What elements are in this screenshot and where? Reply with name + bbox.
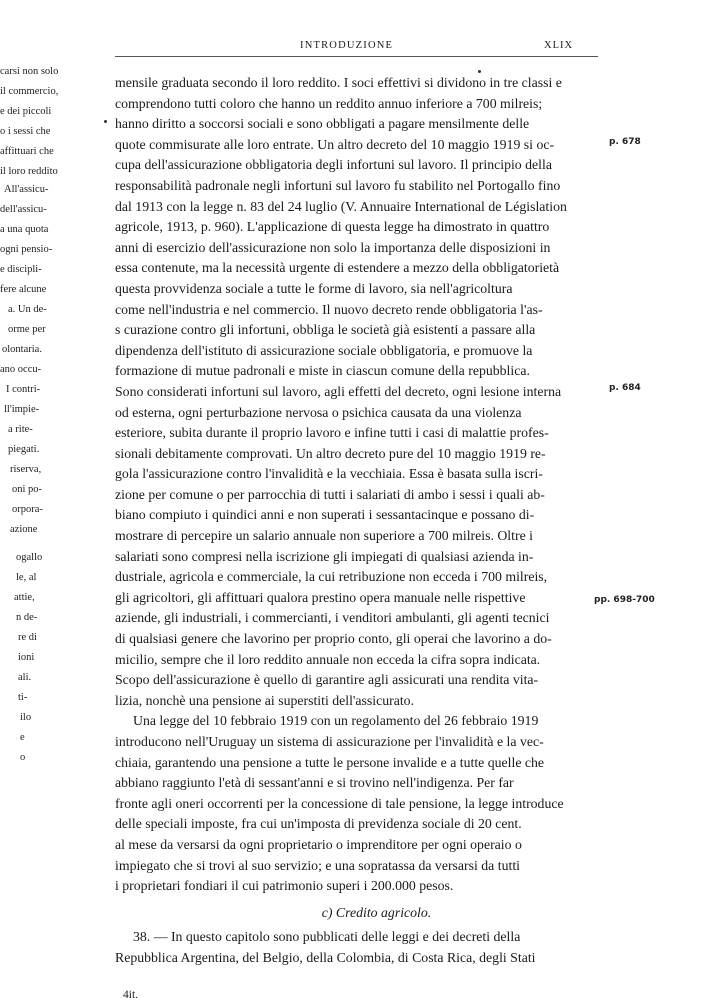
text-line: gola l'assicurazione contro l'invalidità e la vecchiaia. Essa è basata sulla iscri-: [115, 466, 543, 482]
text-line: essa contenute, ma la necessità urgente di estendere a mezzo della obbligatorietà: [115, 260, 560, 276]
body-text: [115, 73, 598, 1005]
text-line: come nell'industria e nel commercio. Il nuovo decreto rende obbligatoria l'as-: [115, 301, 543, 317]
margin-fragment: e discipli-: [0, 264, 42, 275]
margin-fragment: il loro reddito: [0, 166, 58, 177]
margin-reference: p. 684: [609, 383, 641, 393]
text-line: dipendenza dell'istituto di assicurazione sociale obbligatoria, e promuove la: [115, 342, 533, 358]
text-line: responsabilità padronale negli infortuni sul lavoro fu stabilito nel Portogallo fino: [115, 177, 561, 193]
text-line: mensile graduata secondo il loro reddito. I soci effettivi si dividono in tre classi e: [115, 75, 562, 90]
margin-fragment: orme per: [8, 324, 46, 335]
text-line: abbiano raggiunto l'età di sessant'anni e si trovino nell'indigenza. Per far: [115, 775, 514, 791]
text-line: biano compiuto i quindici anni e non superati i sessantacinque e possano di-: [115, 507, 535, 523]
text-line: micilio, sempre che il loro reddito annuale non ecceda la cifra sopra indicata.: [115, 651, 541, 667]
margin-fragment: a rite-: [8, 424, 33, 435]
text-line: di qualsiasi genere che lavorino per proprio conto, gli operai che lavorino a do-: [115, 631, 552, 647]
text-line: comprendono tutti coloro che hanno un reddito annuo inferiore a 700 milreis;: [115, 95, 543, 111]
text-line: zione per comune o per parrocchia di tutti i salariati di ambo i sessi i quali ab-: [115, 486, 545, 502]
margin-fragment: o: [20, 752, 26, 763]
text-line: impiegato che si trovi al suo servizio; e una sopratassa da versarsi da tutti: [115, 857, 520, 873]
text-line: Una legge del 10 febbraio 1919 con un regolamento del 26 febbraio 1919: [133, 713, 539, 729]
text-line: introducono nell'Uruguay un sistema di assicurazione per l'invalidità e la vec-: [115, 734, 544, 749]
margin-reference: pp. 698-700: [594, 595, 655, 605]
margin-fragment: ogni pensio-: [0, 244, 53, 255]
margin-fragment: azione: [10, 524, 38, 535]
margin-fragment: I contri-: [6, 384, 41, 395]
header-rule: [115, 56, 598, 57]
margin-fragment: riserva,: [10, 464, 42, 475]
signature-mark: 4it.: [123, 988, 139, 1001]
text-line: gli agricoltori, gli affittuari qualora prestino opera manuale nelle rispettive: [115, 589, 526, 605]
margin-fragment: e: [20, 732, 25, 743]
text-line: al mese da versarsi da ogni proprietario o imprenditore per ogni operaio o: [115, 836, 522, 852]
margin-fragment: n de-: [16, 612, 38, 623]
margin-fragment: ioni: [18, 652, 35, 663]
margin-fragment: e dei piccoli: [0, 106, 52, 117]
margin-fragment: a una quota: [0, 224, 49, 235]
text-line: formazione di mutue padronali e miste in ciascun comune della repubblica.: [115, 363, 530, 379]
margin-fragment: re di: [18, 632, 37, 643]
margin-fragment: il commercio,: [0, 86, 59, 97]
text-line: agricole, 1913, p. 960). L'applicazione di questa legge ha dimostrato in quattro: [115, 219, 550, 235]
margin-fragment: le, al: [16, 572, 37, 583]
margin-fragment: fere alcune: [0, 284, 47, 295]
margin-fragment: piegati.: [8, 444, 40, 455]
text-line: delle speciali imposte, fra cui un'imposta di previdenza sociale di 20 cent.: [115, 816, 522, 832]
running-title: INTRODUZIONE: [300, 40, 394, 51]
text-line: Repubblica Argentina, del Belgio, della Colombia, di Costa Rica, degli Stati: [115, 949, 536, 965]
margin-fragment: ilo: [20, 712, 32, 723]
margin-fragment: o i sessi che: [0, 126, 51, 137]
text-line: i proprietari fondiari il cui patrimonio superi i 200.000 pesos.: [115, 878, 454, 894]
text-line: chiaia, garantendo una pensione a tutte le persone invalide e a tutte quelle che: [115, 754, 545, 770]
text-line: sionali debitamente comprovati. Un altro decreto pure del 10 maggio 1919 re-: [115, 445, 546, 461]
margin-fragment: ano occu-: [0, 364, 42, 375]
text-line: s curazione contro gli infortuni, obbliga le società già esistenti a passare alla: [115, 322, 536, 338]
margin-fragment: orpora-: [12, 504, 43, 515]
text-line: anni di esercizio dell'assicurazione non solo la importanza delle disposizioni in: [115, 239, 551, 255]
text-line: hanno diritto a soccorsi sociali e sono obbligati a pagare mensilmente delle: [115, 116, 530, 132]
text-line: quote commisurate alle loro entrate. Un altro decreto del 10 maggio 1919 si oc-: [115, 136, 555, 152]
margin-reference: p. 678: [609, 137, 641, 147]
margin-fragment: oni po-: [12, 484, 43, 495]
margin-fragment: dell'assicu-: [0, 204, 47, 215]
ink-speck: [104, 120, 107, 123]
text-line: esteriore, subita durante il proprio lavoro e infine tutti i casi di malattie profes-: [115, 425, 549, 441]
margin-fragment: ll'impie-: [4, 404, 40, 415]
text-line: dustriale, agricola e commerciale, la cui retribuzione non ecceda i 700 milreis,: [115, 569, 548, 585]
text-line: od esterna, ogni perturbazione nervosa o psichica causata da una violenza: [115, 404, 522, 420]
text-line: mostrare di percepire un salario annuale non superiore a 700 milreis. Oltre i: [115, 528, 533, 544]
margin-fragment: a. Un de-: [8, 304, 47, 315]
page-number: XLIX: [544, 40, 574, 51]
margin-fragment: ti-: [18, 692, 28, 703]
margin-fragment: attie,: [14, 592, 35, 603]
text-line: fronte agli oneri occorrenti per la concessione di tale pensione, la legge introduce: [115, 795, 564, 811]
margin-fragment: olontaria.: [2, 344, 42, 355]
text-line: Scopo dell'assicurazione è quello di garantire agli assicurati una rendita vita-: [115, 672, 539, 688]
text-line: 38. — In questo capitolo sono pubblicati delle leggi e dei decreti della: [133, 929, 521, 945]
text-line: dal 1913 con la legge n. 83 del 24 luglio (V. Annuaire International de Législation: [115, 198, 567, 214]
text-line: cupa dell'assicurazione obbligatoria degli infortuni sul lavoro. Il principio della: [115, 157, 552, 173]
margin-fragment: affittuari che: [0, 146, 54, 157]
text-line: salariati sono compresi nella iscrizione gli impiegati di qualsiasi azienda in-: [115, 548, 534, 564]
text-line: Sono considerati infortuni sul lavoro, agli effetti del decreto, ogni lesione interna: [115, 383, 562, 399]
text-line: questa provvidenza sociale a tutte le forme di lavoro, sia nell'agricoltura: [115, 280, 513, 296]
margin-fragment: ali.: [18, 672, 32, 683]
text-line: aziende, gli industriali, i commercianti, i venditori ambulanti, gli agenti tecnici: [115, 610, 550, 626]
text-line: lizia, nonchè una pensione ai superstiti dell'assicurato.: [115, 692, 415, 708]
section-heading: c) Credito agricolo.: [321, 904, 432, 920]
margin-fragment: All'assicu-: [4, 184, 49, 195]
margin-fragment: carsi non solo: [0, 66, 59, 77]
margin-fragment: ogallo: [16, 552, 43, 563]
